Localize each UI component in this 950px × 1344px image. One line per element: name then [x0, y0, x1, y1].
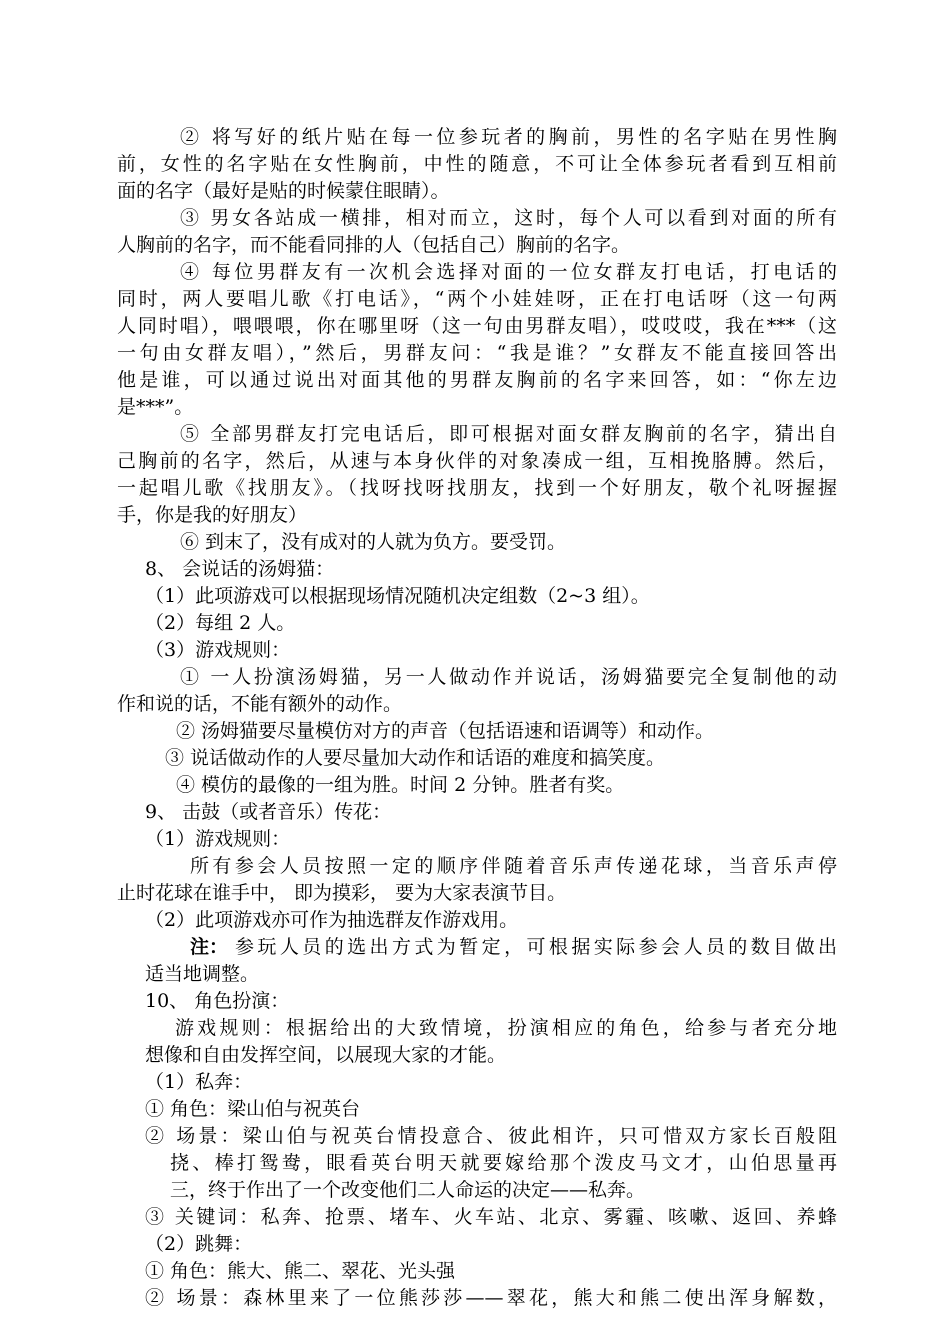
paragraph-line: 前，女性的名字贴在女性胸前，中性的随意，不可让全体参玩者看到互相前 — [117, 153, 837, 175]
list-item: ① 角色：梁山伯与祝英台 — [145, 1098, 361, 1120]
paragraph-line: ④ 每位男群友有一次机会选择对面的一位女群友打电话，打电话的 — [180, 261, 837, 283]
paragraph-line: 他是谁，可以通过说出对面其他的男群友胸前的名字来回答，如：“你左边 — [117, 369, 837, 391]
list-item: ② 场景：梁山伯与祝英台情投意合、彼此相许，只可惜双方家长百般阻 — [145, 1125, 837, 1147]
paragraph-line: ⑥ 到末了，没有成对的人就为负方。要受罚。 — [180, 531, 567, 553]
paragraph-line: ⑤ 全部男群友打完电话后，即可根据对面女群友胸前的名字，猜出自 — [180, 423, 837, 445]
section-heading: 8、 会说话的汤姆猫： — [145, 558, 335, 580]
list-item: ② 场景：森林里来了一位熊莎莎——翠花，熊大和熊二使出浑身解数， — [145, 1287, 837, 1309]
paragraph-line: 想像和自由发挥空间，以展现大家的才能。 — [145, 1044, 507, 1066]
list-item: （1）此项游戏可以根据现场情况随机决定组数（2~3 组）。 — [145, 585, 650, 607]
paragraph-line: 一句由女群友唱），”然后，男群友问：“我是谁？”女群友不能直接回答出 — [117, 342, 837, 364]
list-item: ③ 关键词：私奔、抢票、堵车、火车站、北京、雾霾、咳嗽、返回、养蜂 — [145, 1206, 837, 1228]
paragraph-line: 一起唱儿歌《找朋友》。（找呀找呀找朋友，找到一个好朋友，敬个礼呀握握 — [117, 477, 837, 499]
paragraph-line: 人胸前的名字，而不能看同排的人（包括自己）胸前的名字。 — [117, 234, 631, 256]
paragraph-line: 三，终于作出了一个改变他们二人命运的决定——私奔。 — [170, 1179, 646, 1201]
list-item: （2）此项游戏亦可作为抽选群友作游戏用。 — [145, 909, 519, 931]
paragraph-line: 所有参会人员按照一定的顺序伴随着音乐声传递花球，当音乐声停 — [190, 855, 837, 877]
paragraph-line: ④ 模仿的最像的一组为胜。时间 2 分钟。胜者有奖。 — [176, 774, 625, 796]
paragraph-line: ② 将写好的纸片贴在每一位参玩者的胸前，男性的名字贴在男性胸 — [180, 126, 837, 148]
paragraph-line: 作和说的话，不能有额外的动作。 — [117, 693, 403, 715]
paragraph-line: 挠、棒打鸳鸯，眼看英台明天就要嫁给那个泼皮马文才，山伯思量再 — [170, 1152, 837, 1174]
paragraph-line: 己胸前的名字，然后，从速与本身伙伴的对象凑成一组，互相挽胳膊。然后， — [117, 450, 837, 472]
paragraph-line: 手，你是我的好朋友） — [117, 504, 308, 526]
paragraph-line: ③ 说话做动作的人要尽量加大动作和话语的难度和搞笑度。 — [165, 747, 666, 769]
paragraph-line: ③ 男女各站成一横排，相对而立，这时，每个人可以看到对面的所有 — [180, 207, 837, 229]
paragraph-line: 游戏规则：根据给出的大致情境，扮演相应的角色，给参与者充分地 — [175, 1017, 837, 1039]
paragraph-line: 参玩人员的选出方式为暂定，可根据实际参会人员的数目做出 — [235, 936, 837, 958]
note-label: 注： — [190, 936, 229, 958]
list-item: （1）私奔： — [145, 1071, 253, 1093]
list-item: （1）游戏规则： — [145, 828, 291, 850]
paragraph-line: 同时，两人要唱儿歌《打电话》，“两个小娃娃呀，正在打电话呀（这一句两 — [117, 288, 837, 310]
paragraph-line: 是***”。 — [117, 396, 194, 418]
paragraph-line: ② 汤姆猫要尽量模仿对方的声音（包括语速和语调等）和动作。 — [176, 720, 715, 742]
section-heading: 10、 角色扮演： — [145, 990, 290, 1012]
list-item: （2）跳舞： — [145, 1233, 253, 1255]
paragraph-line: 适当地调整。 — [145, 963, 260, 985]
paragraph-line: ① 一人扮演汤姆猫，另一人做动作并说话，汤姆猫要完全复制他的动 — [180, 666, 837, 688]
paragraph-line: 人同时唱），喂喂喂，你在哪里呀（这一句由男群友唱），哎哎哎，我在***（这 — [117, 315, 837, 337]
paragraph-line: 面的名字（最好是贴的时候蒙住眼睛）。 — [117, 180, 450, 202]
list-item: （3）游戏规则： — [145, 639, 291, 661]
section-heading: 9、 击鼓（或者音乐）传花： — [145, 801, 392, 823]
paragraph-line: 止时花球在谁手中， 即为摸彩， 要为大家表演节目。 — [117, 882, 567, 904]
list-item: （2）每组 2 人。 — [145, 612, 296, 634]
list-item: ① 角色：熊大、熊二、翠花、光头强 — [145, 1260, 456, 1282]
